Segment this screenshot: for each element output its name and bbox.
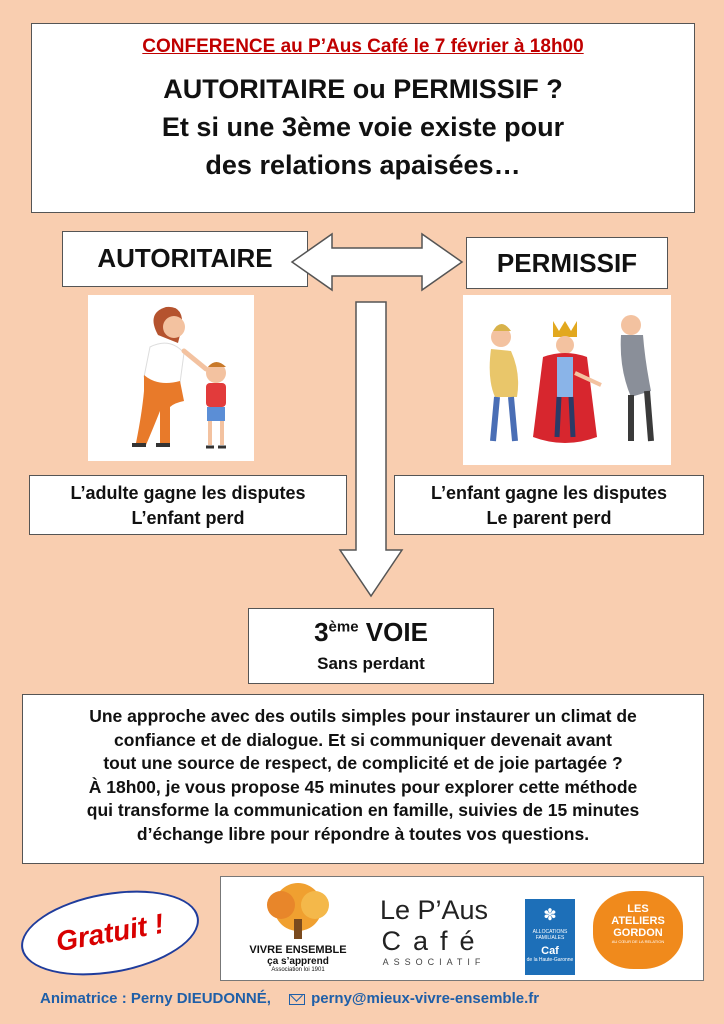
body-line-3: tout une source de respect, de complicité et de joie partagée ? xyxy=(103,753,623,773)
body-line-6: d’échange libre pour répondre à toutes vos questions. xyxy=(136,823,590,844)
caf-line-2: Caf xyxy=(541,945,559,957)
third-number: 3 xyxy=(314,617,329,647)
paus-line-1: Le P’Aus xyxy=(379,895,489,925)
email-link[interactable] xyxy=(289,990,539,1007)
label-permissif: PERMISSIF xyxy=(466,237,668,289)
ateliers-gordon-logo xyxy=(593,891,683,969)
title-line-1: AUTORITAIRE ou PERMISSIF ? xyxy=(163,74,563,104)
vivre-line-3: Association loi 1901 xyxy=(271,967,325,973)
caption-autoritaire-line-2: L’enfant perd xyxy=(131,508,245,528)
third-word: VOIE xyxy=(365,617,428,647)
body-line-5: qui transforme la communication en famille, suivies de 15 minutes xyxy=(86,800,640,820)
title-line-3: des relations apaisées… xyxy=(205,150,521,180)
partner-logos xyxy=(220,876,704,981)
caf-line-1: ALLOCATIONS FAMILIALES xyxy=(532,929,568,941)
vivre-ensemble-logo xyxy=(243,883,353,975)
conference-line: CONFERENCE au P’Aus Café le 7 février à 18h00 xyxy=(142,36,584,57)
caption-permissif xyxy=(394,475,704,535)
vivre-line-1: VIVRE ENSEMBLE xyxy=(249,944,347,956)
body-line-1: Une approche avec des outils simples pour instaurer un climat de xyxy=(89,706,637,726)
email-text: perny@mieux-vivre-ensemble.fr xyxy=(311,990,540,1007)
third-suffix: ème xyxy=(328,618,359,636)
permissive-illustration xyxy=(463,295,671,465)
gordon-line-4: AU CŒUR DE LA RELATION xyxy=(611,939,665,944)
gordon-line-3: GORDON xyxy=(613,927,663,939)
mail-icon xyxy=(289,994,305,1005)
gordon-line-1: LES xyxy=(627,903,649,915)
third-way-box xyxy=(248,608,494,684)
body-line-4: À 18h00, je vous propose 45 minutes pour explorer cette méthode xyxy=(88,776,638,797)
third-way-subtitle: Sans perdant xyxy=(317,654,425,673)
description-box xyxy=(22,694,704,864)
paus-cafe-logo xyxy=(361,895,507,975)
third-way-title xyxy=(249,617,493,648)
animatrice-text: Animatrice : Perny DIEUDONNÉ, xyxy=(40,990,271,1007)
body-line-2: confiance et de dialogue. Et si communiquer devenait avant xyxy=(114,729,612,750)
authoritarian-illustration xyxy=(88,295,254,461)
double-arrow-icon xyxy=(292,234,462,290)
caption-permissif-line-1: L’enfant gagne les disputes xyxy=(430,483,668,503)
paus-line-2: Café xyxy=(381,926,487,956)
free-badge: Gratuit ! xyxy=(14,878,205,988)
caption-permissif-line-2: Le parent perd xyxy=(486,508,612,528)
tree-icon xyxy=(243,883,353,939)
caption-autoritaire xyxy=(29,475,347,535)
footer xyxy=(40,990,539,1007)
caption-autoritaire-line-1: L’adulte gagne les disputes xyxy=(70,483,306,503)
gordon-line-2: ATELIERS xyxy=(611,915,665,927)
label-autoritaire: AUTORITAIRE xyxy=(62,231,308,287)
down-arrow-icon xyxy=(340,302,402,596)
caf-emblem-icon: ✽ xyxy=(543,907,557,924)
vivre-line-2: ça s’apprend xyxy=(267,956,329,967)
caf-line-3: de la Haute-Garonne xyxy=(526,957,574,963)
caf-logo xyxy=(525,899,575,975)
title-line-2: Et si une 3ème voie existe pour xyxy=(161,112,565,142)
paus-line-3: ASSOCIATIF xyxy=(382,957,486,967)
